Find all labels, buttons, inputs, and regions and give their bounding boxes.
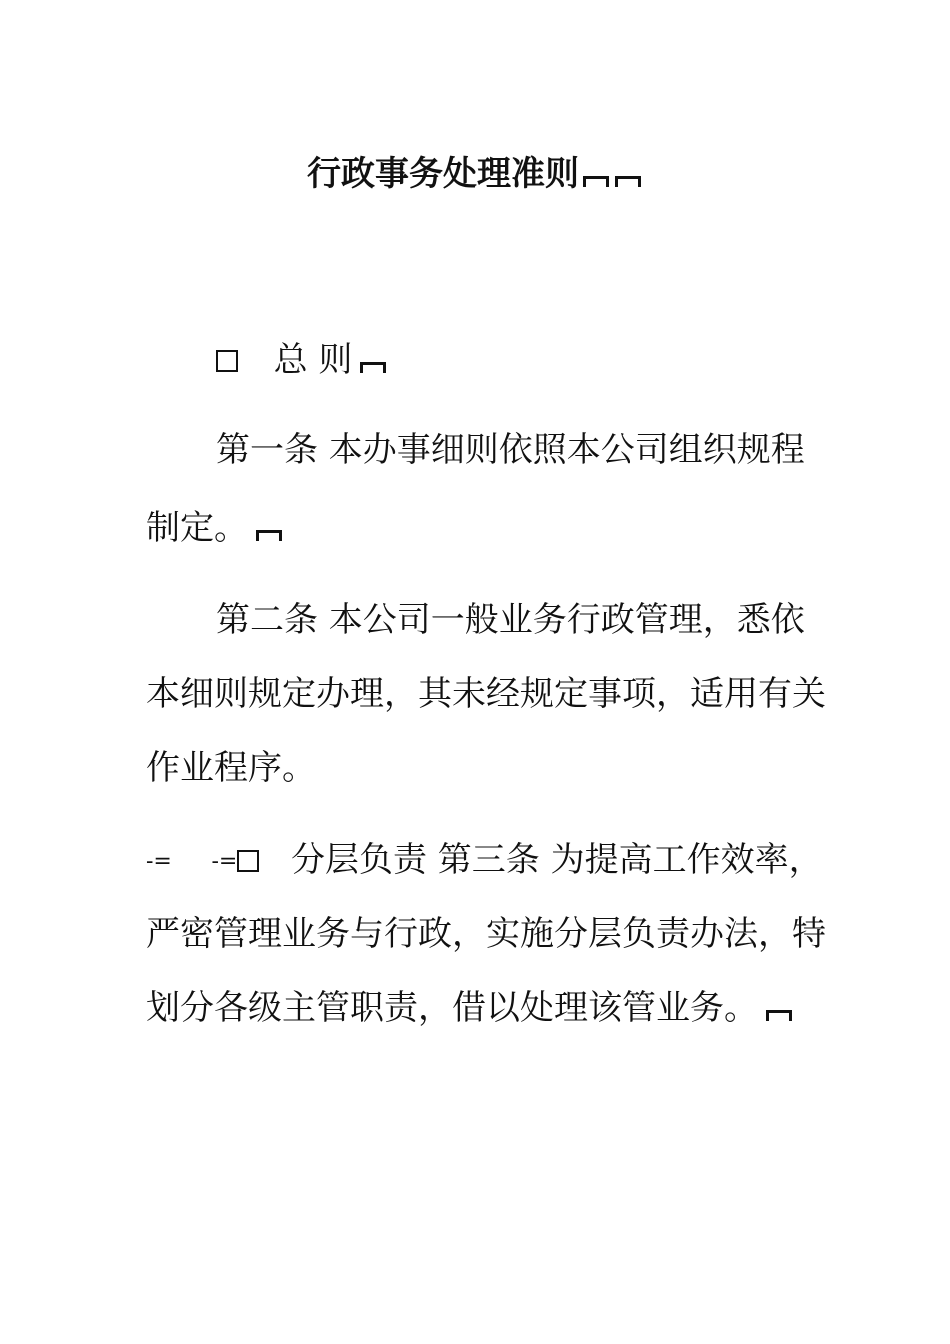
list-symbol: -= (211, 849, 238, 874)
section-heading-general (216, 336, 388, 384)
list-symbol: -= (146, 849, 172, 874)
paragraph-mark-icon (581, 171, 611, 185)
section-heading-text: 总 则 (273, 340, 353, 380)
document-title (0, 150, 950, 198)
article-1-line-2 (146, 504, 284, 552)
checkbox-square-icon (216, 350, 238, 372)
section-2-line-1-text: 分层负责 第三条 为提高工作效率， (291, 840, 823, 880)
article-1-line-2-text: 制定。 (146, 508, 248, 548)
title-text: 行政事务处理准则 (307, 154, 579, 194)
paragraph-mark-icon (764, 1005, 794, 1019)
article-2-line-2: 本细则规定办理，其未经规定事项，适用有关 (146, 674, 826, 714)
paragraph-mark-icon (254, 525, 284, 539)
section-2-line-3-text: 划分各级主管职责，借以处理该管业务。 (146, 988, 758, 1028)
paragraph-mark-icon (613, 171, 643, 185)
article-1-line-1: 第一条 本办事细则依照本公司组织规程 (216, 430, 805, 470)
section-2-line-1 (146, 836, 823, 886)
article-2-line-1: 第二条 本公司一般业务行政管理，悉依 (216, 600, 805, 640)
section-2-line-3 (146, 984, 794, 1032)
article-2-line-3: 作业程序。 (146, 748, 316, 788)
section-2-line-2: 严密管理业务与行政，实施分层负责办法，特 (146, 914, 826, 954)
checkbox-square-icon (237, 850, 259, 872)
paragraph-mark-icon (358, 357, 388, 371)
